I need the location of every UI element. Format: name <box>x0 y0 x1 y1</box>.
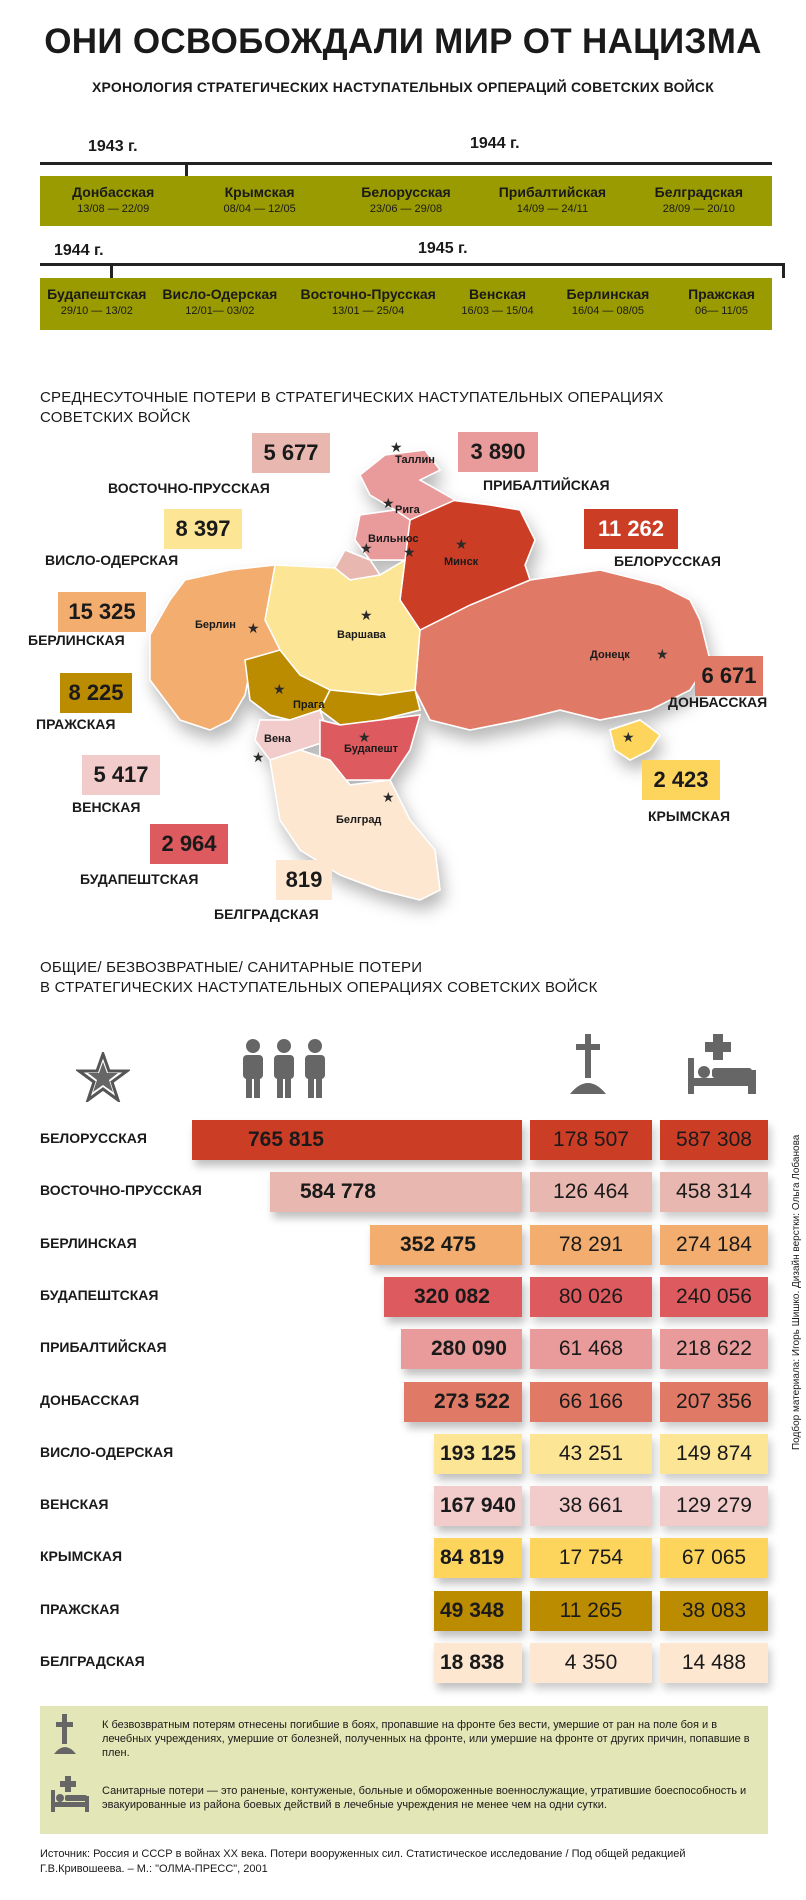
map-value-budapest: 2 964 <box>150 824 228 864</box>
irrecoverable-losses-value: 66 166 <box>558 1390 624 1413</box>
total-losses-value: 84 819 <box>440 1546 505 1569</box>
map-value-donbass: 6 671 <box>695 656 763 696</box>
city-star-icon: ★ <box>273 682 286 698</box>
total-losses-value: 765 815 <box>248 1128 324 1151</box>
total-losses-bar <box>434 1643 522 1683</box>
sanitary-losses-value: 38 083 <box>681 1599 747 1622</box>
table-row-label: ПРИБАЛТИЙСКАЯ <box>40 1339 167 1355</box>
sanitary-losses-cell <box>660 1434 768 1474</box>
sanitary-losses-value: 240 056 <box>676 1285 752 1308</box>
timeline-year-1944: 1944 г. <box>470 135 520 152</box>
map-value-belarus: 11 262 <box>584 509 678 549</box>
city-warsaw: Варшава <box>337 629 386 641</box>
irrecoverable-losses-cell <box>530 1329 652 1369</box>
irrecoverable-losses-cell <box>530 1538 652 1578</box>
total-losses-value: 193 125 <box>440 1442 516 1465</box>
city-prague: Прага <box>293 699 325 711</box>
note-irrecoverable: К безвозвратным потерям отнесены погибшие в боях, пропавшие на фронте без вести, умершие от ран на поле боя и в лечебных учреждениях, умершие от болезней, полученных на фронте, или умершие на фронте от других причин, попавшие в плен. <box>102 1719 750 1759</box>
sanitary-losses-cell <box>660 1225 768 1265</box>
map-label-belarus: БЕЛОРУССКАЯ <box>614 553 721 569</box>
city-budapest: Будапешт <box>344 743 399 755</box>
irrecoverable-losses-cell <box>530 1591 652 1631</box>
sanitary-losses-value: 129 279 <box>676 1494 752 1517</box>
map-value-baltic: 3 890 <box>458 432 538 472</box>
city-star-icon: ★ <box>622 730 635 746</box>
timeline-op: Крымская 08/04 — 12/05 <box>223 184 296 215</box>
city-minsk: Минск <box>444 556 479 568</box>
irrecoverable-losses-value: 80 026 <box>558 1285 624 1308</box>
year-divider <box>110 263 113 278</box>
city-belgrade: Белград <box>336 814 382 826</box>
sanitary-losses-cell <box>660 1329 768 1369</box>
sanitary-losses-value: 67 065 <box>681 1546 747 1569</box>
irrecoverable-losses-cell <box>530 1120 652 1160</box>
total-losses-bar <box>401 1329 522 1369</box>
map-label-baltic: ПРИБАЛТИЙСКАЯ <box>483 477 610 493</box>
timeline-year-1945: 1945 г. <box>418 240 468 257</box>
total-losses-bar <box>434 1434 522 1474</box>
region-crimea <box>610 720 660 760</box>
sanitary-losses-value: 587 308 <box>676 1128 752 1151</box>
table-row-label: БЕРЛИНСКАЯ <box>40 1235 137 1251</box>
total-losses-bar <box>370 1225 522 1265</box>
irrecoverable-losses-cell <box>530 1172 652 1212</box>
total-losses-value: 167 940 <box>440 1494 516 1517</box>
irrecoverable-losses-cell <box>530 1486 652 1526</box>
total-losses-bar <box>434 1538 522 1578</box>
sanitary-losses-value: 218 622 <box>676 1337 752 1360</box>
map-value-east-prussia: 5 677 <box>252 433 330 473</box>
timeline-op: Белорусская 23/06 — 29/08 <box>361 184 451 215</box>
sanitary-losses-cell <box>660 1538 768 1578</box>
sanitary-losses-cell <box>660 1277 768 1317</box>
grave-cross-icon <box>568 1034 608 1096</box>
timeline-op: Пражская 06— 11/05 <box>688 286 755 317</box>
table-row-label: ВИСЛО-ОДЕРСКАЯ <box>40 1444 174 1460</box>
section-heading-total-losses: ОБЩИЕ/ БЕЗВОЗВРАТНЫЕ/ САНИТАРНЫЕ ПОТЕРИ В СТРАТЕГИЧЕСКИХ НАСТУПАТЕЛЬНЫХ ОПЕРАЦИЯХ СОВЕТСКИХ ВОЙСК <box>40 959 598 996</box>
timeline-op: Восточно-Прусская 13/01 — 25/04 <box>300 286 436 317</box>
city-star-icon: ★ <box>382 496 395 512</box>
city-tallinn: Таллин <box>395 454 435 466</box>
sanitary-losses-cell <box>660 1120 768 1160</box>
timeline-axis <box>40 263 785 266</box>
source-citation: Источник: Россия и СССР в войнах XX века. Потери вооруженных сил. Статистическое исследование / Под общей редакцией Г.В.Кривошеева. – М.: "ОЛМА-ПРЕСС", 2001 <box>40 1848 686 1875</box>
table-row-label: КРЫМСКАЯ <box>40 1548 123 1564</box>
total-losses-value: 320 082 <box>414 1285 490 1308</box>
irrecoverable-losses-value: 43 251 <box>558 1442 624 1465</box>
sanitary-losses-value: 14 488 <box>681 1651 747 1674</box>
map-value-berlin: 15 325 <box>58 592 146 632</box>
irrecoverable-losses-value: 4 350 <box>564 1651 618 1674</box>
timeline-op: Висло-Одерская 12/01— 03/02 <box>162 286 278 317</box>
total-losses-bar <box>404 1382 522 1422</box>
total-losses-value: 352 475 <box>400 1233 476 1256</box>
map-label-donbass: ДОНБАССКАЯ <box>668 694 768 710</box>
irrecoverable-losses-value: 178 507 <box>553 1128 629 1151</box>
map-label-vistula-oder: ВИСЛО-ОДЕРСКАЯ <box>45 552 179 568</box>
map-value-crimea: 2 423 <box>642 760 720 800</box>
city-star-icon: ★ <box>455 537 468 553</box>
map-label-prague: ПРАЖСКАЯ <box>36 716 116 732</box>
total-losses-bar <box>434 1591 522 1631</box>
timeline-op: Прибалтийская 14/09 — 24/11 <box>498 184 607 215</box>
hospital-bed-icon <box>50 1776 90 1812</box>
timeline-axis <box>40 162 772 165</box>
table-row-label: ВЕНСКАЯ <box>40 1496 109 1512</box>
credit-line: Подбор материала: Игорь Шишко. Дизайн верстки: Ольга Лобанова <box>791 1134 802 1450</box>
total-losses-value: 273 522 <box>434 1390 510 1413</box>
table-row-label: ДОНБАССКАЯ <box>40 1392 140 1408</box>
table-row-label: ПРАЖСКАЯ <box>40 1601 120 1617</box>
sanitary-losses-cell <box>660 1643 768 1683</box>
sanitary-losses-cell <box>660 1486 768 1526</box>
sanitary-losses-value: 149 874 <box>676 1442 752 1465</box>
city-vienna: Вена <box>264 733 291 745</box>
map-label-berlin: БЕРЛИНСКАЯ <box>28 632 125 648</box>
total-losses-value: 18 838 <box>440 1651 505 1674</box>
city-star-icon: ★ <box>360 608 373 624</box>
irrecoverable-losses-value: 38 661 <box>558 1494 624 1517</box>
city-star-icon: ★ <box>360 541 373 557</box>
section-heading-daily-losses: СРЕДНЕСУТОЧНЫЕ ПОТЕРИ В СТРАТЕГИЧЕСКИХ НАСТУПАТЕЛЬНЫХ ОПЕРАЦИЯХ СОВЕТСКИХ ВОЙСК <box>40 389 664 426</box>
table-row-label: БУДАПЕШТСКАЯ <box>40 1287 159 1303</box>
total-losses-value: 584 778 <box>300 1180 376 1203</box>
map-value-vistula-oder: 8 397 <box>164 509 242 549</box>
page-subtitle: ХРОНОЛОГИЯ СТРАТЕГИЧЕСКИХ НАСТУПАТЕЛЬНЫХ ОРПЕРАЦИЙ СОВЕТСКИХ ВОЙСК <box>92 79 714 95</box>
city-star-icon: ★ <box>358 730 371 746</box>
irrecoverable-losses-value: 11 265 <box>559 1599 623 1622</box>
timeline-year-1943: 1943 г. <box>88 138 138 155</box>
grave-cross-icon <box>54 1714 76 1754</box>
timeline-op: Белградская 28/09 — 20/10 <box>654 184 744 215</box>
sanitary-losses-cell <box>660 1591 768 1631</box>
city-star-icon: ★ <box>390 440 403 456</box>
irrecoverable-losses-cell <box>530 1643 652 1683</box>
irrecoverable-losses-cell <box>530 1225 652 1265</box>
city-star-icon: ★ <box>382 790 395 806</box>
map-label-vienna: ВЕНСКАЯ <box>72 799 141 815</box>
map-label-crimea: КРЫМСКАЯ <box>648 808 731 824</box>
city-donetsk: Донецк <box>590 649 630 661</box>
sanitary-losses-value: 458 314 <box>676 1180 752 1203</box>
year-divider <box>185 162 188 176</box>
sanitary-losses-cell <box>660 1172 768 1212</box>
notes-box <box>40 1706 768 1834</box>
table-row-label: БЕЛОРУССКАЯ <box>40 1130 147 1146</box>
timeline-op: Будапештская 29/10 — 13/02 <box>47 286 147 317</box>
note-sanitary: Санитарные потери — это раненые, контуженые, больные и обмороженные военнослужащие, утратившие боеспособность и эвакуированные из района боевых действий в лечебные учреждения не менее чем на одни сутки. <box>102 1785 747 1811</box>
total-losses-bar <box>434 1486 522 1526</box>
table-row-label: БЕЛГРАДСКАЯ <box>40 1653 145 1669</box>
irrecoverable-losses-cell <box>530 1277 652 1317</box>
city-vilnius: Вильнюс <box>368 533 419 545</box>
map-value-belgrade: 819 <box>276 860 332 900</box>
total-losses-bar <box>384 1277 522 1317</box>
star-icon <box>76 1052 130 1102</box>
timeline-op: Берлинская 16/04 — 08/05 <box>566 286 650 317</box>
timeline-band-2 <box>40 278 772 330</box>
timeline-band-1 <box>40 176 772 226</box>
map-label-east-prussia: ВОСТОЧНО-ПРУССКАЯ <box>108 480 270 496</box>
city-riga: Рига <box>395 504 420 516</box>
city-star-icon: ★ <box>403 545 416 561</box>
total-losses-value: 280 090 <box>431 1337 507 1360</box>
city-berlin: Берлин <box>195 619 236 631</box>
city-star-icon: ★ <box>247 621 260 637</box>
year-divider <box>782 263 785 278</box>
timeline-op: Донбасская 13/08 — 22/09 <box>72 184 155 215</box>
people-icon <box>238 1038 330 1100</box>
city-star-icon: ★ <box>656 647 669 663</box>
map-label-belgrade: БЕЛГРАДСКАЯ <box>214 906 319 922</box>
sanitary-losses-value: 207 356 <box>676 1390 752 1413</box>
irrecoverable-losses-value: 78 291 <box>558 1233 624 1256</box>
city-star-icon: ★ <box>252 750 265 766</box>
timeline-year-1944: 1944 г. <box>54 242 104 259</box>
total-losses-bar <box>192 1120 522 1160</box>
sanitary-losses-value: 274 184 <box>676 1233 752 1256</box>
page-title: ОНИ ОСВОБОЖДАЛИ МИР ОТ НАЦИЗМА <box>44 22 762 61</box>
irrecoverable-losses-value: 126 464 <box>553 1180 629 1203</box>
timeline-op: Венская 16/03 — 15/04 <box>461 286 534 317</box>
map-value-vienna: 5 417 <box>82 755 160 795</box>
total-losses-bar <box>270 1172 522 1212</box>
irrecoverable-losses-value: 61 468 <box>558 1337 624 1360</box>
map-value-prague: 8 225 <box>60 673 132 713</box>
table-row-label: ВОСТОЧНО-ПРУССКАЯ <box>40 1182 202 1198</box>
irrecoverable-losses-value: 17 754 <box>558 1546 624 1569</box>
map-label-budapest: БУДАПЕШТСКАЯ <box>80 871 199 887</box>
irrecoverable-losses-cell <box>530 1382 652 1422</box>
hospital-bed-icon <box>686 1034 758 1096</box>
irrecoverable-losses-cell <box>530 1434 652 1474</box>
total-losses-value: 49 348 <box>440 1599 505 1622</box>
sanitary-losses-cell <box>660 1382 768 1422</box>
